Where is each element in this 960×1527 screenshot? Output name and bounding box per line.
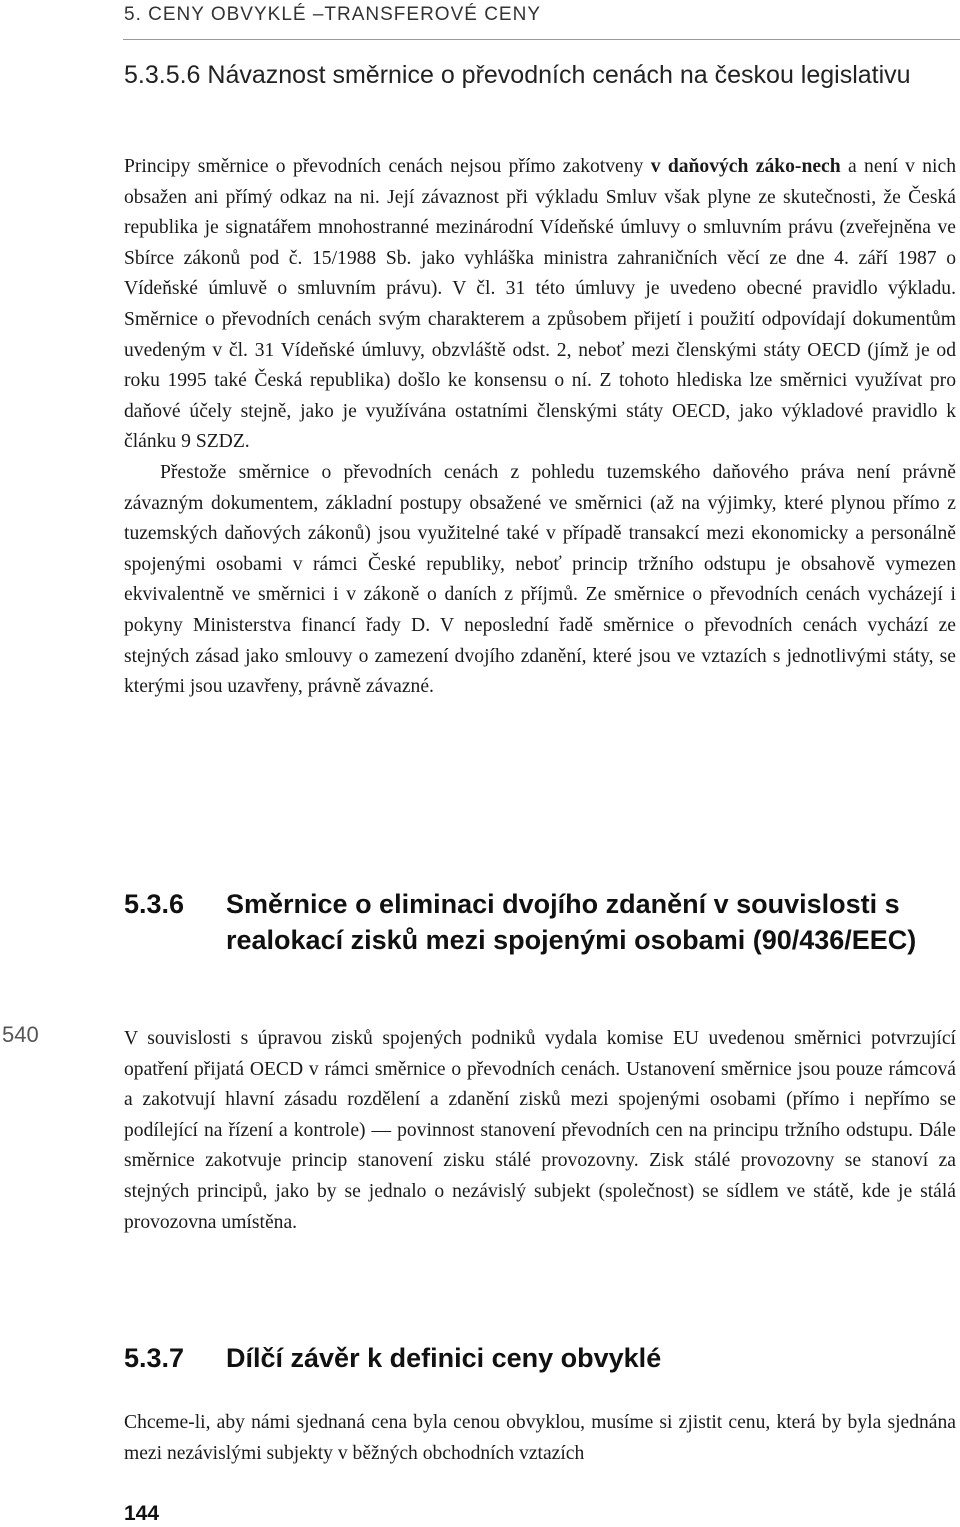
body-block-537: [124, 1408, 956, 1469]
subsection-title: Návaznost směrnice o převodních cenách na českou legislativu: [207, 61, 911, 89]
running-header: 5. CENY OBVYKLÉ –TRANSFEROVÉ CENY: [124, 4, 541, 25]
paragraph-2: Přestože směrnice o převodních cenách z pohledu tuzemského daňového práva není právně závazným dokumentem, základní postupy obsažené ve směrnici (až na výjimky, které plynou přímo z tuzemských daňových zákonů) jsou využitelné také v případě transakcí mezi ekonomicky a personálně spojenými osobami v rámci České republiky, neboť princip tržního odstupu je obsahově vymezen ekvivalentně ve směrnici i v zákoně o daních z příjmů. Ze směrnice o převodních cenách vycházejí i pokyny Ministerstva financí řady D. V neposlední řadě směrnice o převodních cenách vychází ze stejných zásad jako smlouvy o zamezení dvojího zdanění, které jsou ve vztazích s jednotlivými státy, se kterými jsou uzavřeny, právně závazné.: [124, 461, 956, 698]
section-number: 5.3.6: [124, 889, 185, 919]
body-block-1: [124, 152, 956, 703]
section-title: Dílčí závěr k definici ceny obvyklé: [226, 1343, 662, 1373]
subsection-number: 5.3.5.6: [124, 61, 201, 89]
paragraph-537: Chceme-li, aby námi sjednaná cena byla cenou obvyklou, musíme si zjistit cenu, která by byla sjednána mezi nezávislými subjekty v běžných obchodních vztazích: [124, 1412, 956, 1464]
section-heading-536: [124, 886, 960, 958]
paragraph-536: V souvislosti s úpravou zisků spojených podniků vydala komise EU uvedenou směrnici potvrzující opatření přijatá OECD v rámci směrnice o převodních cenách. Ustanovení směrnice jsou pouze rámcová a zakotvují hlavní zásadu rozdělení a zdanění zisků mezi spojenými osobami (přímo i nepřímo se podílející na řízení a kontrole) — povinnost stanovení převodních cen na principu tržního odstupu. Dále směrnice zakotvuje princip stanovení zisku stálé provozovny. Zisk stálé provozovny se stanoví za stejných principů, jako by se jednalo o nezávislý subjekt (společnost) se sídlem ve státě, kde je stálá provozovna umístěna.: [124, 1028, 956, 1233]
subsection-heading: [124, 60, 924, 91]
section-number: 5.3.7: [124, 1343, 185, 1373]
paragraph-1: Principy směrnice o převodních cenách nejsou přímo zakotveny v daňových záko-nech a není v nich obsažen ani přímý odkaz na ni. Její závaznost při výkladu Smluv však plyne ze skutečnosti, že Česká republika je signatářem mnohostranné mezinárodní Vídeňské úmluvy o smluvním právu (zveřejněna ve Sbírce zákonů pod č. 15/1988 Sb. jako vyhláška ministra zahraničních věcí ze dne 4. září 1987 o Vídeňské úmluvě o smluvním právu). V čl. 31 této úmluvy je uvedeno obecné pravidlo výkladu. Směrnice o převodních cenách svým charakterem a způsobem přijetí i použití odpovídají dokumentům uvedeným v čl. 31 Vídeňské úmluvy, obzvláště odst. 2, neboť mezi členskými státy OECD (jímž je od roku 1995 také Česká republika) došlo ke konsensu o ní. Z tohoto hlediska lze směrnici využívat pro daňové účely stejně, jako je využívána ostatními členskými státy OECD, jako výkladové pravidlo k článku 9 SZDZ.: [124, 156, 956, 453]
emphasis-text: v daňových záko-nech: [650, 156, 841, 177]
page-number: 144: [124, 1502, 160, 1525]
body-block-536: [124, 1024, 956, 1238]
header-rule: [123, 39, 960, 40]
section-heading-537: [124, 1340, 960, 1376]
section-title: Směrnice o eliminaci dvojího zdanění v souvislosti s realokací zisků mezi spojenými osobami (90/436/EEC): [226, 889, 917, 955]
margin-number: 540: [2, 1022, 39, 1047]
